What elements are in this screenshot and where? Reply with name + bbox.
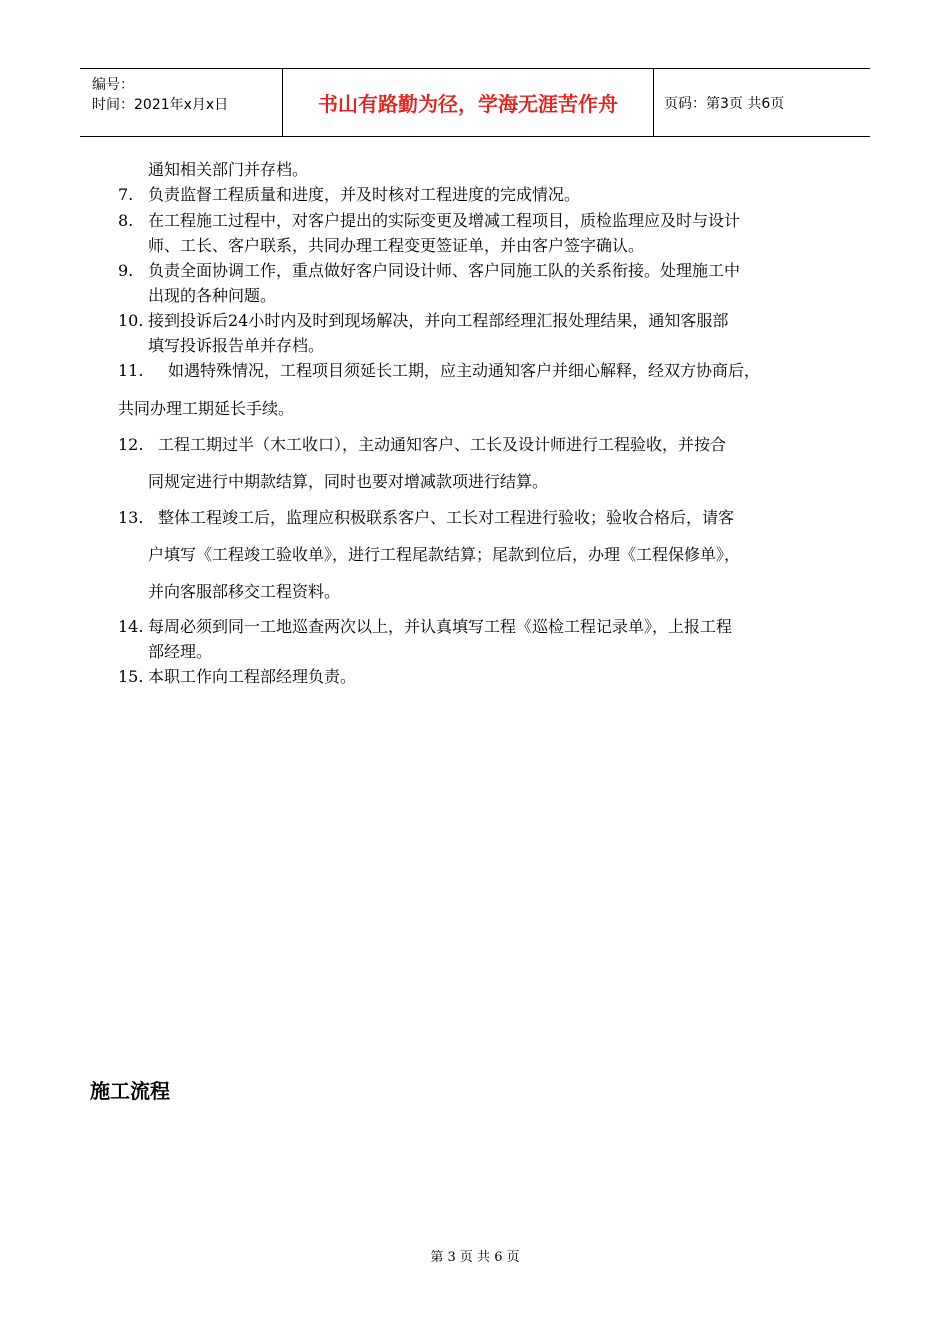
list-item-text: 填写投诉报告单并存档。 — [148, 336, 325, 355]
list-item-text: 负责监督工程质量和进度，并及时核对工程进度的完成情况。 — [148, 185, 581, 204]
header-motto: 书山有路勤为径，学海无涯苦作舟 — [282, 69, 654, 136]
list-item-continuation: 通知相关部门并存档。 — [148, 160, 309, 179]
list-item-text: 部经理。 — [148, 642, 213, 661]
list-item-text: 同规定进行中期款结算，同时也要对增减款项进行结算。 — [148, 472, 549, 491]
list-item-number: 8. — [118, 211, 134, 230]
list-item-number: 7. — [118, 185, 134, 204]
header-page-number: 页码：第3页 共6页 — [664, 95, 785, 112]
page-footer: 第 3 页 共 6 页 — [430, 1250, 520, 1265]
list-item-number: 15. — [118, 667, 144, 686]
list-item-number: 13. — [118, 508, 144, 527]
list-item-text: 工程工期过半（木工收口），主动通知客户、工长及设计师进行工程验收，并按合 — [158, 435, 727, 454]
list-item-text: 如遇特殊情况，工程项目须延长工期，应主动通知客户并细心解释，经双方协商后， — [168, 361, 761, 380]
list-item-text: 本职工作向工程部经理负责。 — [148, 667, 357, 686]
list-item-text: 每周必须到同一工地巡查两次以上，并认真填写工程《巡检工程记录单》，上报工程 — [148, 617, 733, 636]
list-item-text: 出现的各种问题。 — [148, 286, 277, 305]
list-item-text: 整体工程竣工后，监理应积极联系客户、工长对工程进行验收；验收合格后，请客 — [158, 508, 735, 527]
list-item-text: 师、工长、客户联系，共同办理工程变更签证单，并由客户签字确认。 — [148, 236, 645, 255]
list-item-number: 14. — [118, 617, 144, 636]
list-item-number: 9. — [118, 261, 134, 280]
list-item-text: 并向客服部移交工程资料。 — [148, 582, 341, 601]
header-left-cell — [80, 69, 282, 136]
doc-number-label: 编号： — [92, 77, 134, 93]
document-header — [80, 68, 870, 137]
doc-time-label: 时间：2021年x月x日 — [92, 97, 229, 113]
list-item-text: 户填写《工程竣工验收单》，进行工程尾款结算；尾款到位后，办理《工程保修单》， — [148, 545, 741, 564]
list-item-number: 12. — [118, 435, 144, 454]
list-item-text: 接到投诉后24小时内及时到现场解决，并向工程部经理汇报处理结果，通知客服部 — [148, 311, 729, 330]
list-item-text: 负责全面协调工作，重点做好客户同设计师、客户同施工队的关系衔接。处理施工中 — [148, 261, 741, 280]
list-item-text: 共同办理工期延长手续。 — [118, 399, 295, 418]
list-item-number: 10. — [118, 311, 144, 330]
section-title: 施工流程 — [90, 1079, 170, 1103]
list-item-text: 在工程施工过程中，对客户提出的实际变更及增减工程项目，质检监理应及时与设计 — [148, 211, 741, 230]
list-item-number: 11. — [118, 361, 144, 380]
